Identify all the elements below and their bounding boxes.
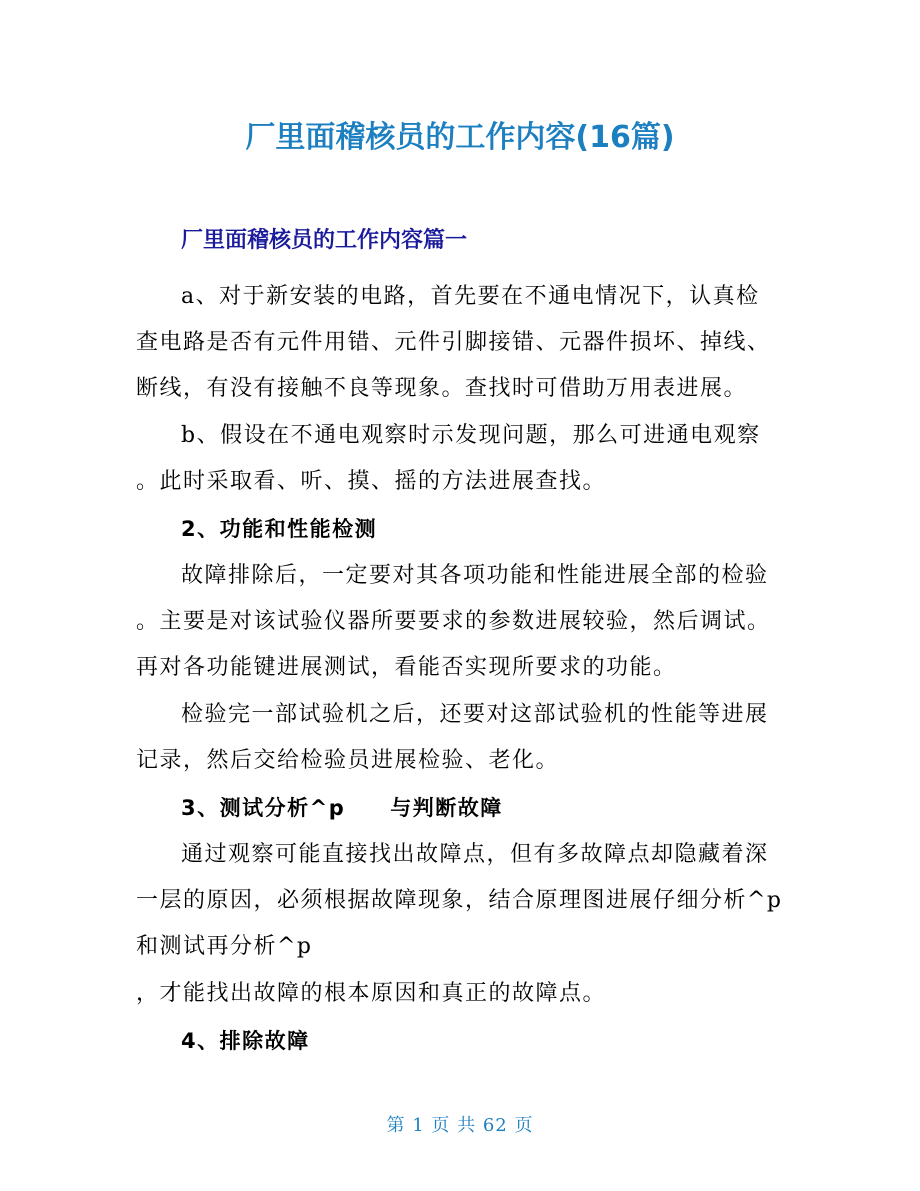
paragraph-line: 通过观察可能直接找出故障点，但有多故障点却隐藏着深 bbox=[181, 842, 769, 867]
paragraph-line: 查电路是否有元件用错、元件引脚接错、元器件损坏、掉线、 bbox=[136, 330, 771, 355]
paragraph-line: 断线，有没有接触不良等现象。查找时可借助万用表进展。 bbox=[136, 376, 748, 401]
paragraph-line: ，才能找出故障的根本原因和真正的故障点。 bbox=[136, 981, 607, 1006]
subheading: 3、测试分析^p 与判断故障 bbox=[181, 796, 503, 820]
paragraph-line: 故障排除后，一定要对其各项功能和性能进展全部的检验 bbox=[181, 563, 769, 588]
paragraph-line: 和测试再分析^p bbox=[136, 934, 313, 959]
document-title: 厂里面稽核员的工作内容(16篇) bbox=[245, 120, 675, 155]
paragraph-line: 检验完一部试验机之后，还要对这部试验机的性能等进展 bbox=[181, 702, 769, 727]
paragraph-line: b、假设在不通电观察时示发现问题，那么可进通电观察 bbox=[181, 423, 761, 448]
subheading: 2、功能和性能检测 bbox=[181, 517, 378, 541]
paragraph-line: a、对于新安装的电路，首先要在不通电情况下，认真检 bbox=[181, 284, 760, 309]
page-number: 第 1 页 共 62 页 bbox=[386, 1115, 534, 1136]
paragraph-line: 。主要是对该试验仪器所要要求的参数进展较验，然后调试。 bbox=[136, 609, 771, 634]
paragraph-line: 记录，然后交给检验员进展检验、老化。 bbox=[136, 748, 560, 773]
subheading: 4、排除故障 bbox=[181, 1029, 310, 1053]
section-heading: 厂里面稽核员的工作内容篇一 bbox=[181, 228, 468, 253]
paragraph-line: 。此时采取看、听、摸、摇的方法进展查找。 bbox=[136, 469, 607, 494]
paragraph-line: 一层的原因，必须根据故障现象，结合原理图进展仔细分析^p bbox=[136, 888, 783, 913]
paragraph-line: 再对各功能键进展测试，看能否实现所要求的功能。 bbox=[136, 655, 677, 680]
